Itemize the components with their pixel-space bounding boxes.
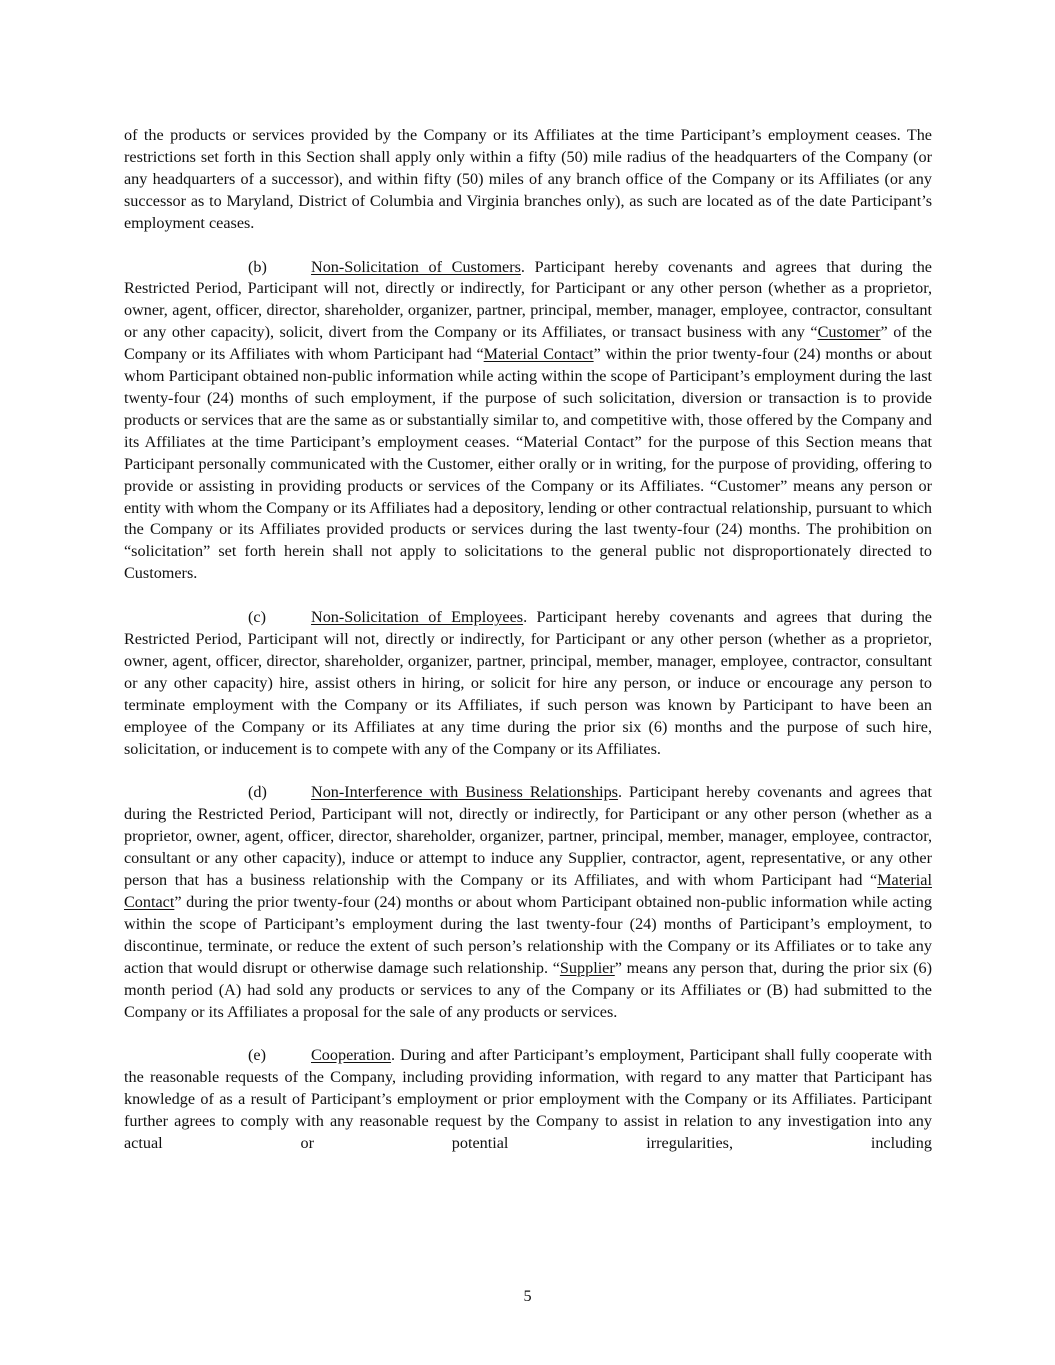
paragraph-text: ” of the Company or its Affiliates with whom Participant had “ [124, 323, 932, 364]
paragraph-text: of the products or services provided by the Company or its Affiliates at the time Participant’s employment ceases. The restrictions set forth in this Section shall apply only within a fifty (50) mile radius of the headquarters of the Company (or any headquarters of a successor), and within fifty (50) miles of any branch office of the Company or its Affiliates (or any successor as to Maryland, District of Columbia and Virginia branches only), as such are located as of the date Participant’s employment ceases. [124, 126, 932, 232]
paragraph-d-non-interference [124, 782, 932, 1023]
defined-term: Supplier [559, 958, 615, 977]
section-label: (b) [248, 257, 267, 276]
paragraph-intro [124, 125, 932, 235]
page-number: 5 [523, 1287, 532, 1305]
section-heading: Non-Interference with Business Relationships [311, 783, 618, 802]
document-body [124, 125, 932, 1177]
paragraph-e-cooperation [124, 1045, 932, 1155]
defined-term: Customer [817, 323, 881, 342]
section-label: (c) [248, 608, 266, 627]
paragraph-text: . Participant hereby covenants and agrees that during the Restricted Period, Participant will not, directly or indirectly, for Participant or any other person (whether as a proprietor, owner, agent, officer, director, shareholder, organizer, partner, principal, member, manager, employee, contractor, consultant or any other capacity), solicit, divert from the Company or its Affiliates, or transact business with any “ [124, 257, 932, 342]
paragraph-text: . Participant hereby covenants and agrees that during the Restricted Period, Participant will not, directly or indirectly, for Participant or any other person (whether as a proprietor, owner, agent, officer, director, shareholder, organizer, partner, principal, member, manager, employee, contractor, consultant or any other capacity), induce or attempt to induce any Supplier, contractor, agent, representative, or any other person that has a business relationship with the Company or its Affiliates, and with whom Participant had “ [124, 783, 932, 890]
defined-term: Material Contact [124, 871, 932, 911]
paragraph-text: ” within the prior twenty-four (24) months or about whom Participant obtained non-public information while acting within the scope of Participant’s employment during the last twenty-four (24) months of such employment, if the purpose of such solicitation, diversion or transaction is to provide products or services that are the same as or substantially similar to, and competitive with, those offered by the Company and its Affiliates at the time Participant’s employment ceases. “Material Contact” for the purpose of this Section means that Participant personally communicated with the Customer, either orally or in writing, for the purpose of providing, offering to provide or assisting in providing products or services of the Company or its Affiliates. “Customer” means any person or entity with whom the Company or its Affiliates had a depository, lending or other contractual relationship, pursuant to which the Company or its Affiliates provided products or services during the last twenty-four (24) months. The prohibition on “solicitation” set forth herein shall not apply to solicitations to the general public not disproportionately directed to Customers. [124, 345, 932, 583]
paragraph-text: . Participant hereby covenants and agrees that during the Restricted Period, Participant will not, directly or indirectly, for Participant or any other person (whether as a proprietor, owner, agent, officer, director, shareholder, organizer, partner, principal, member, manager, employee, contractor, consultant or any other capacity) hire, assist others in hiring, or solicit for hire any person, or induce or encourage any person to terminate employment with the Company or its Affiliates, if such person was known by Participant to have been an employee of the Company or its Affiliates at any time during the prior six (6) months and the purpose of such hire, solicitation, or inducement is to compete with any of the Company or its Affiliates. [124, 608, 932, 758]
paragraph-text: ” during the prior twenty-four (24) months or about whom Participant obtained non-public information while acting within the scope of Participant’s employment during the last twenty-four (24) months of Participant’s employment, to discontinue, terminate, or reduce the extent of such person’s relationship with the Company or its Affiliates or to take any action that would disrupt or otherwise damage such relationship. “ [124, 893, 932, 977]
defined-term: Material Contact [483, 345, 594, 364]
section-heading: Non-Solicitation of Employees [311, 608, 524, 627]
section-label: (e) [248, 1046, 266, 1065]
paragraph-b-non-solicitation-customers [124, 257, 932, 586]
paragraph-c-non-solicitation-employees [124, 607, 932, 760]
section-label: (d) [248, 783, 267, 802]
paragraph-text: ” means any person that, during the prior six (6) month period (A) had sold any products or services to any of the Company or its Affiliates or (B) had submitted to the Company or its Affiliates a proposal for the sale of any products or services. [124, 958, 932, 1021]
paragraph-text: . During and after Participant’s employment, Participant shall fully cooperate with the reasonable requests of the Company, including providing information, with regard to any matter that Participant has knowledge of as a result of Participant’s employment or prior employment with the Company or its Affiliates. Participant further agrees to comply with any reasonable request by the Company to assist in relation to any investigation into any actual or potential irregularities, including [124, 1046, 932, 1153]
section-heading: Cooperation [311, 1046, 392, 1065]
section-heading: Non-Solicitation of Customers [311, 257, 521, 276]
